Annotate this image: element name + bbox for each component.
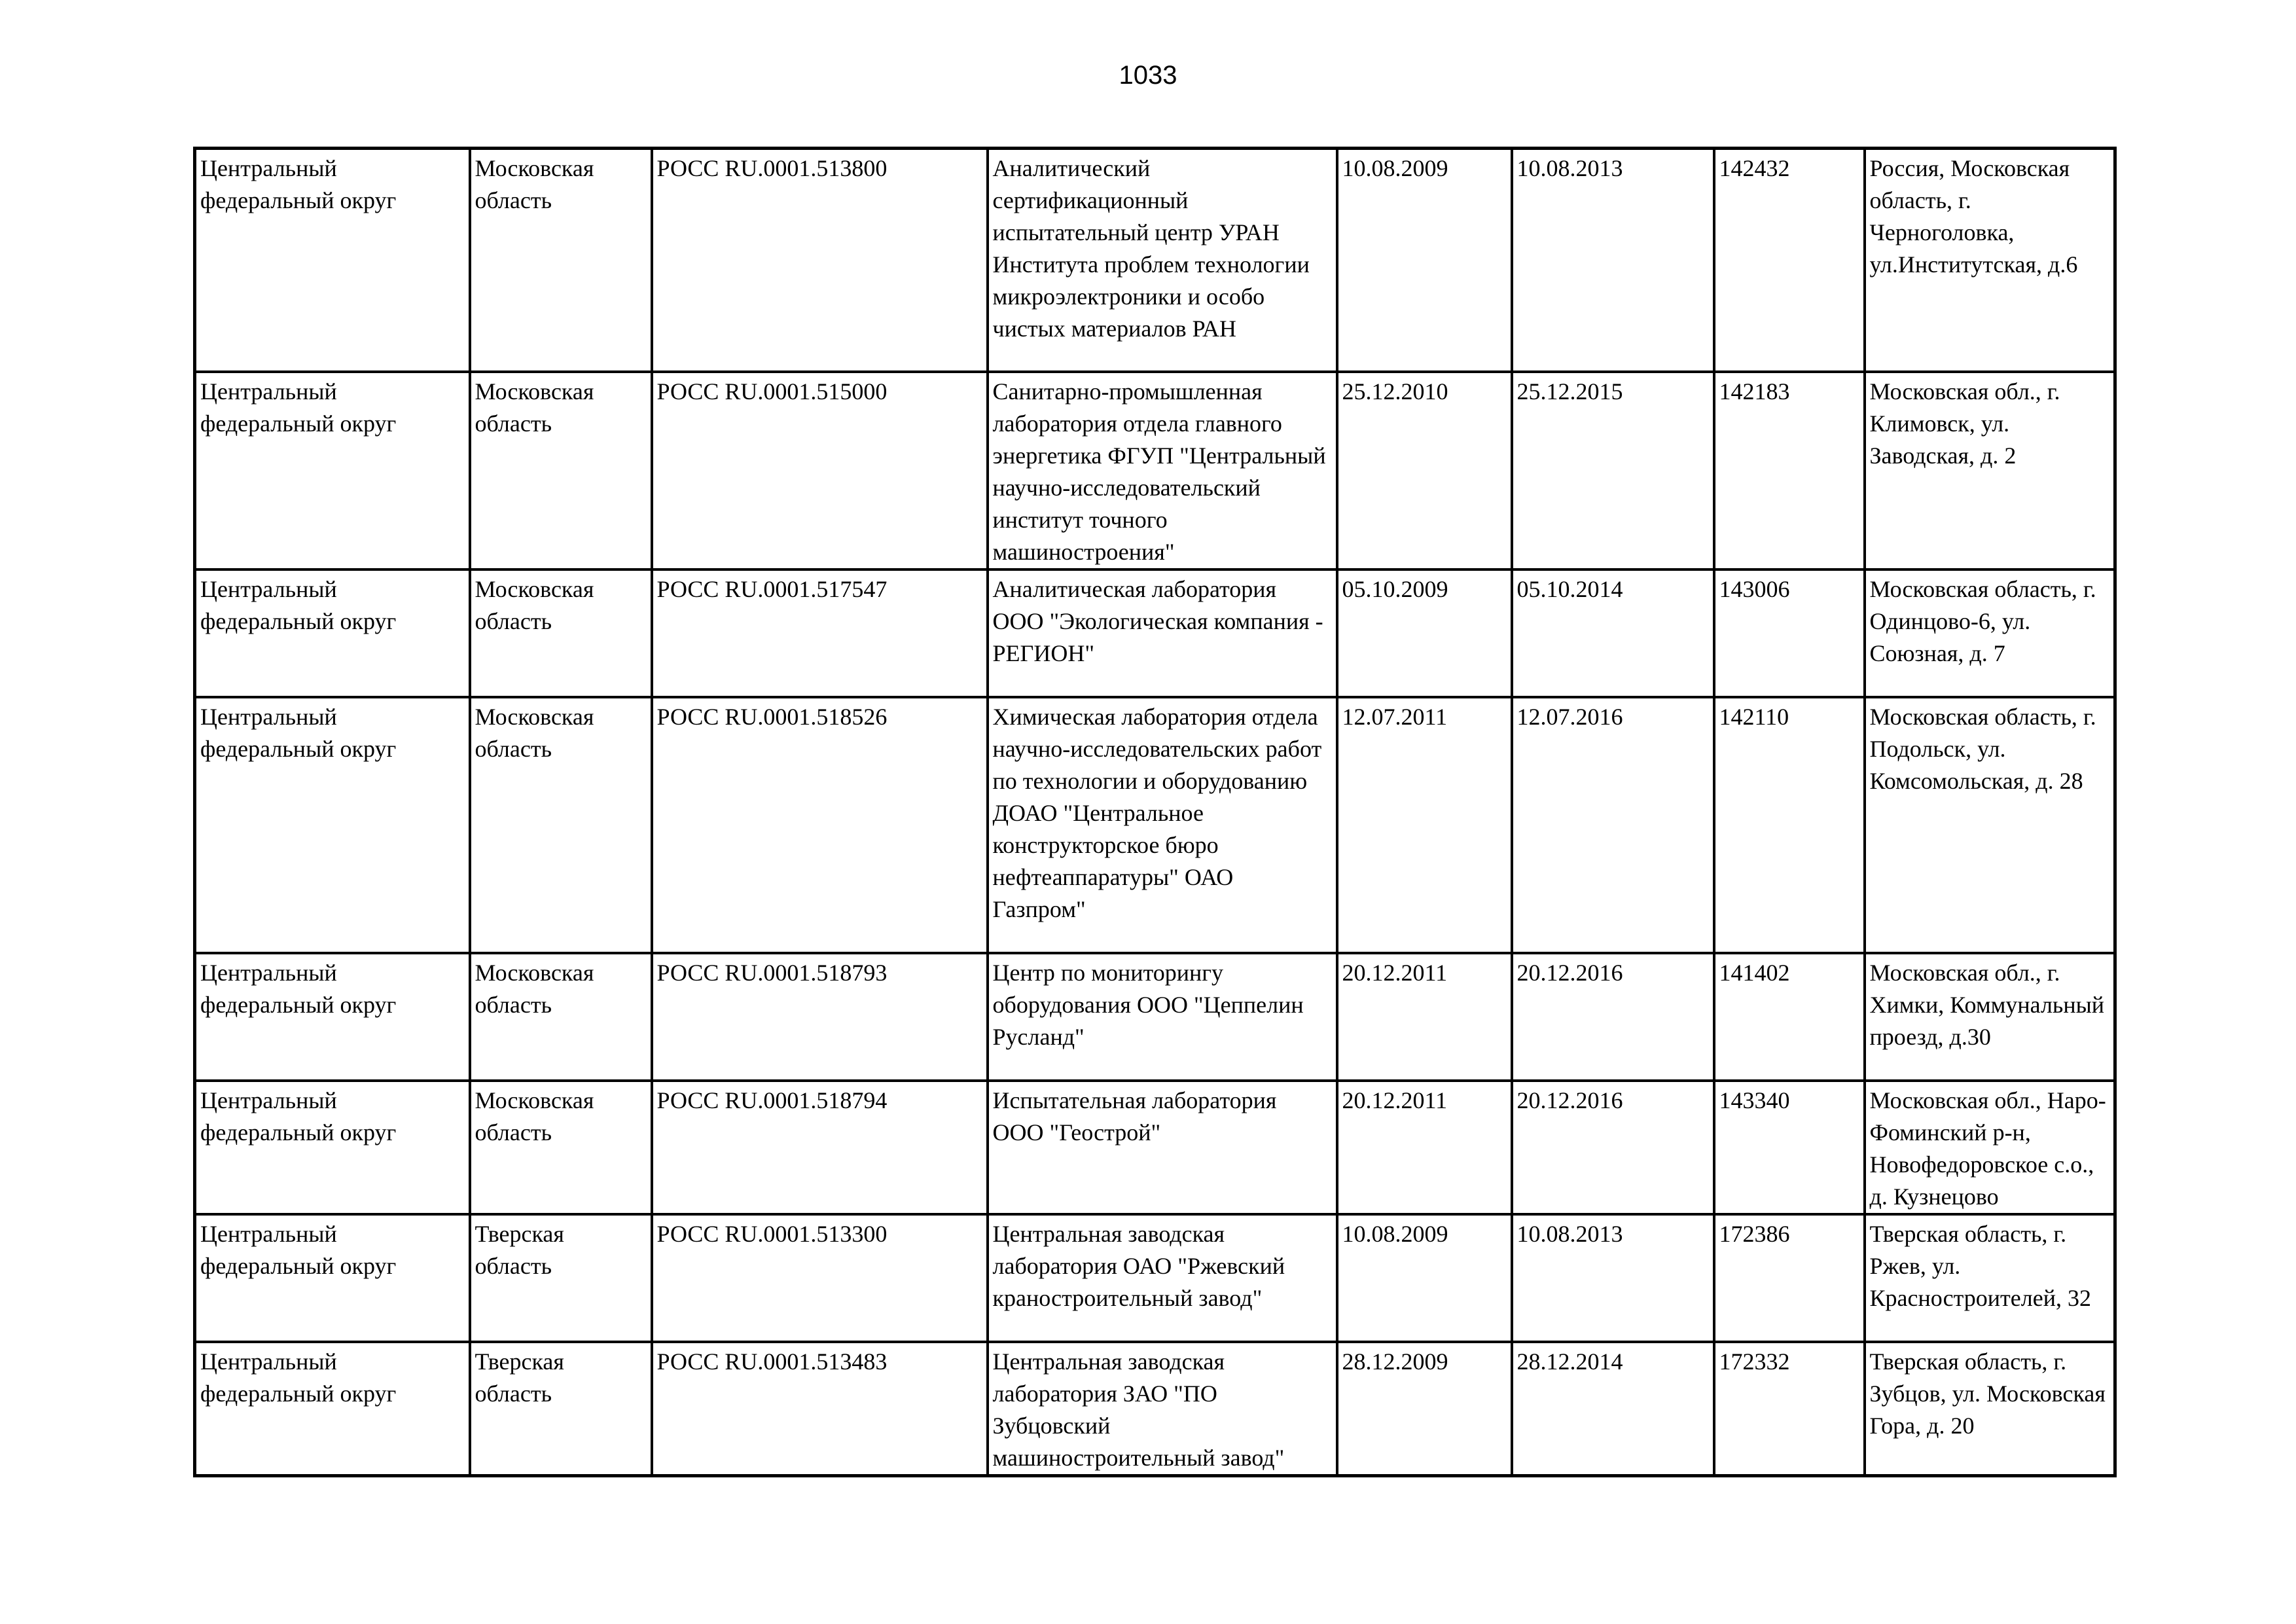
certificate-cell: РОСС RU.0001.518794 [652, 1081, 988, 1214]
certificate-cell: РОСС RU.0001.513800 [652, 149, 988, 372]
district-cell: Центральный федеральный округ [195, 953, 470, 1081]
postcode-cell: 172386 [1714, 1214, 1865, 1342]
district-cell: Центральный федеральный округ [195, 569, 470, 697]
certificate-cell: РОСС RU.0001.518526 [652, 697, 988, 953]
region-cell: Московская область [470, 1081, 652, 1214]
laboratory-name-cell: Центральная заводская лаборатория ЗАО "ПО Зубцовский машиностроительный завод" [988, 1342, 1337, 1476]
district-cell: Центральный федеральный округ [195, 1342, 470, 1476]
district-cell: Центральный федеральный округ [195, 1214, 470, 1342]
region-cell: Московская область [470, 569, 652, 697]
date-to-cell: 25.12.2015 [1512, 372, 1714, 569]
laboratory-name-cell: Центр по мониторингу оборудования ООО "Цеппелин Русланд" [988, 953, 1337, 1081]
table-row [195, 149, 2115, 372]
postcode-cell: 141402 [1714, 953, 1865, 1081]
region-cell: Московская область [470, 953, 652, 1081]
table-row [195, 372, 2115, 569]
date-to-cell: 28.12.2014 [1512, 1342, 1714, 1476]
laboratory-name-cell: Центральная заводская лаборатория ОАО "Ржевский краностроительный завод" [988, 1214, 1337, 1342]
address-cell: Московская обл., г. Климовск, ул. Заводская, д. 2 [1865, 372, 2115, 569]
date-from-cell: 20.12.2011 [1337, 953, 1512, 1081]
address-cell: Московская обл., Наро-Фоминский р-н, Новофедоровское с.о., д. Кузнецово [1865, 1081, 2115, 1214]
postcode-cell: 142432 [1714, 149, 1865, 372]
table-row [195, 569, 2115, 697]
date-to-cell: 10.08.2013 [1512, 149, 1714, 372]
postcode-cell: 172332 [1714, 1342, 1865, 1476]
date-to-cell: 05.10.2014 [1512, 569, 1714, 697]
region-cell: Московская область [470, 149, 652, 372]
certificate-cell: РОСС RU.0001.518793 [652, 953, 988, 1081]
date-from-cell: 25.12.2010 [1337, 372, 1512, 569]
date-from-cell: 28.12.2009 [1337, 1342, 1512, 1476]
region-cell: Тверская область [470, 1342, 652, 1476]
table-row [195, 1081, 2115, 1214]
date-from-cell: 10.08.2009 [1337, 149, 1512, 372]
district-cell: Центральный федеральный округ [195, 149, 470, 372]
date-to-cell: 12.07.2016 [1512, 697, 1714, 953]
laboratory-name-cell: Испытательная лаборатория ООО "Геострой" [988, 1081, 1337, 1214]
date-to-cell: 20.12.2016 [1512, 1081, 1714, 1214]
region-cell: Московская область [470, 372, 652, 569]
date-from-cell: 10.08.2009 [1337, 1214, 1512, 1342]
postcode-cell: 142183 [1714, 372, 1865, 569]
table-row [195, 953, 2115, 1081]
laboratory-name-cell: Химическая лаборатория отдела научно-исследовательских работ по технологии и оборудованию ДОАО "Центральное конструкторское бюро нефтеаппаратуры" ОАО Газпром" [988, 697, 1337, 953]
laboratory-register-table [193, 147, 2117, 1477]
postcode-cell: 143340 [1714, 1081, 1865, 1214]
laboratory-name-cell: Санитарно-промышленная лаборатория отдела главного энергетика ФГУП "Центральный научно-исследовательский институт точного машиностроения" [988, 372, 1337, 569]
address-cell: Московская область, г. Одинцово-6, ул. Союзная, д. 7 [1865, 569, 2115, 697]
table-row [195, 1342, 2115, 1476]
certificate-cell: РОСС RU.0001.517547 [652, 569, 988, 697]
table-row [195, 1214, 2115, 1342]
date-to-cell: 20.12.2016 [1512, 953, 1714, 1081]
date-to-cell: 10.08.2013 [1512, 1214, 1714, 1342]
date-from-cell: 20.12.2011 [1337, 1081, 1512, 1214]
region-cell: Тверская область [470, 1214, 652, 1342]
laboratory-name-cell: Аналитический сертификационный испытательный центр УРАН Института проблем технологии микроэлектроники и особо чистых материалов РАН [988, 149, 1337, 372]
laboratory-name-cell: Аналитическая лаборатория ООО "Экологическая компания - РЕГИОН" [988, 569, 1337, 697]
district-cell: Центральный федеральный округ [195, 1081, 470, 1214]
postcode-cell: 143006 [1714, 569, 1865, 697]
address-cell: Московская область, г. Подольск, ул. Комсомольская, д. 28 [1865, 697, 2115, 953]
date-from-cell: 05.10.2009 [1337, 569, 1512, 697]
certificate-cell: РОСС RU.0001.515000 [652, 372, 988, 569]
page-number: 1033 [1119, 61, 1177, 90]
address-cell: Тверская область, г. Зубцов, ул. Московская Гора, д. 20 [1865, 1342, 2115, 1476]
certificate-cell: РОСС RU.0001.513300 [652, 1214, 988, 1342]
postcode-cell: 142110 [1714, 697, 1865, 953]
region-cell: Московская область [470, 697, 652, 953]
table-row [195, 697, 2115, 953]
certificate-cell: РОСС RU.0001.513483 [652, 1342, 988, 1476]
district-cell: Центральный федеральный округ [195, 372, 470, 569]
date-from-cell: 12.07.2011 [1337, 697, 1512, 953]
address-cell: Тверская область, г. Ржев, ул. Красностроителей, 32 [1865, 1214, 2115, 1342]
address-cell: Московская обл., г. Химки, Коммунальный проезд, д.30 [1865, 953, 2115, 1081]
district-cell: Центральный федеральный округ [195, 697, 470, 953]
address-cell: Россия, Московская область, г. Черноголовка, ул.Институтская, д.6 [1865, 149, 2115, 372]
